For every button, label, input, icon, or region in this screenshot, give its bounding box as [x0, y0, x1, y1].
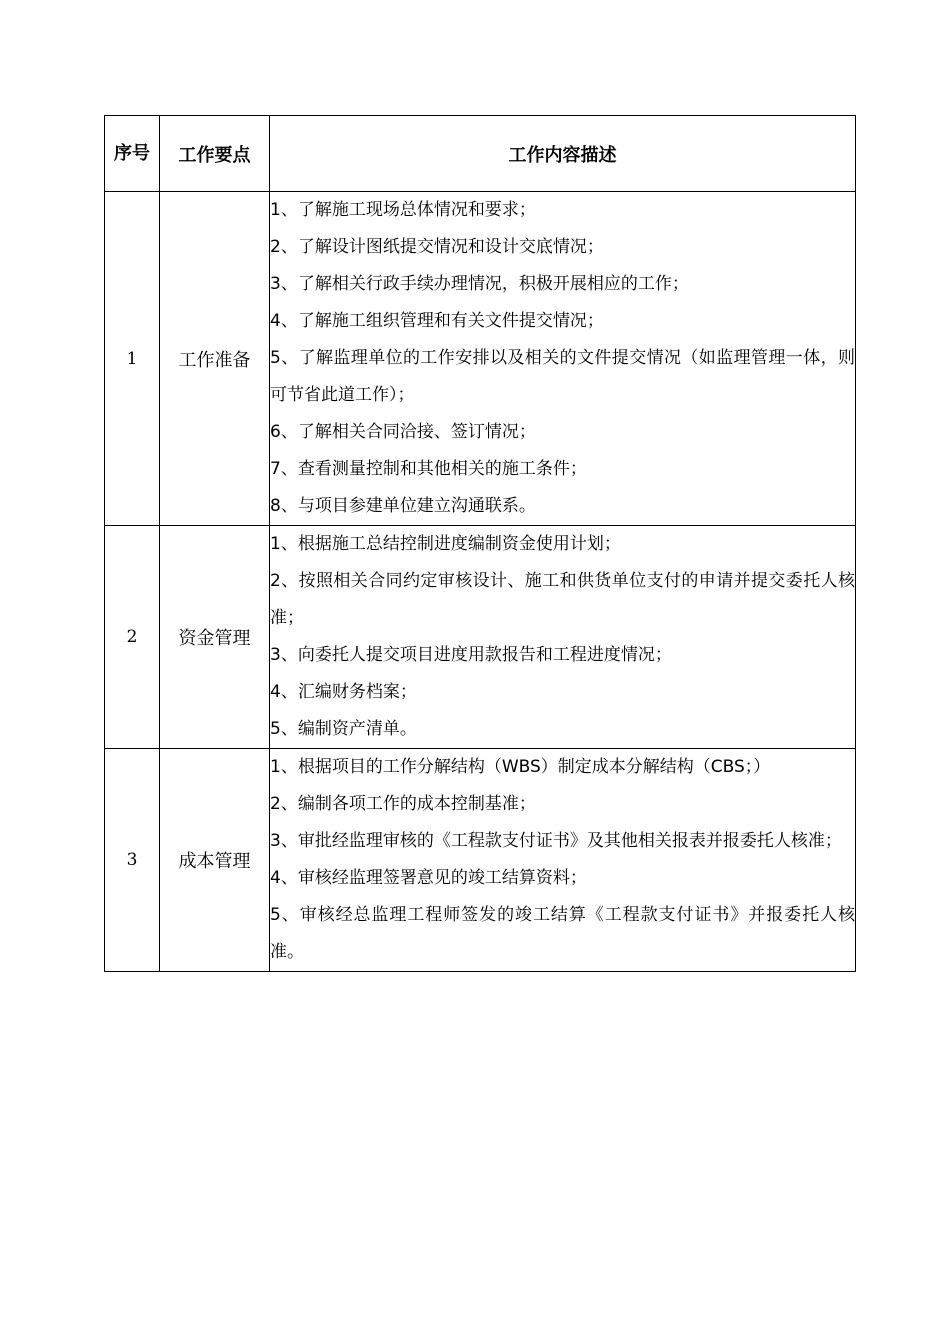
- document-page: [104, 115, 855, 972]
- row-key-point: 成本管理: [160, 749, 270, 972]
- row-description: [270, 192, 856, 526]
- work-content-table: [104, 115, 856, 972]
- table-row: [105, 749, 856, 972]
- table-row: [105, 192, 856, 526]
- list-item: 5、编制资产清单。: [270, 719, 417, 739]
- header-seq: 序号: [105, 116, 160, 192]
- list-item: 8、与项目参建单位建立沟通联系。: [270, 496, 536, 516]
- row-key-point: 资金管理: [160, 526, 270, 749]
- list-item: 7、查看测量控制和其他相关的施工条件；: [270, 459, 587, 479]
- header-description: 工作内容描述: [270, 116, 856, 192]
- list-item: 4、审核经监理签署意见的竣工结算资料；: [270, 868, 587, 888]
- list-item: 2、按照相关合同约定审核设计、施工和供货单位支付的申请并提交委托人核准；: [270, 571, 855, 628]
- row-description: [270, 526, 856, 749]
- row-seq: 1: [105, 192, 160, 526]
- list-item: 3、了解相关行政手续办理情况，积极开展相应的工作；: [270, 274, 689, 294]
- list-item: 1、根据项目的工作分解结构（WBS）制定成本分解结构（CBS；）: [270, 757, 771, 777]
- table-header-row: [105, 116, 856, 192]
- row-seq: 3: [105, 749, 160, 972]
- header-key-point: 工作要点: [160, 116, 270, 192]
- row-description: [270, 749, 856, 972]
- table-row: [105, 526, 856, 749]
- row-key-point: 工作准备: [160, 192, 270, 526]
- list-item: 1、根据施工总结控制进度编制资金使用计划；: [270, 534, 621, 554]
- list-item: 1、了解施工现场总体情况和要求；: [270, 200, 536, 220]
- list-item: 5、了解监理单位的工作安排以及相关的文件提交情况（如监理管理一体，则可节省此道工作）；: [270, 348, 855, 405]
- list-item: 3、向委托人提交项目进度用款报告和工程进度情况；: [270, 645, 672, 665]
- list-item: 2、了解设计图纸提交情况和设计交底情况；: [270, 237, 604, 257]
- list-item: 3、审批经监理审核的《工程款支付证书》及其他相关报表并报委托人核准；: [270, 831, 842, 851]
- list-item: 2、编制各项工作的成本控制基准；: [270, 794, 536, 814]
- list-item: 4、汇编财务档案；: [270, 682, 417, 702]
- list-item: 6、了解相关合同洽接、签订情况；: [270, 422, 536, 442]
- row-seq: 2: [105, 526, 160, 749]
- list-item: 4、了解施工组织管理和有关文件提交情况；: [270, 311, 604, 331]
- list-item: 5、审核经总监理工程师签发的竣工结算《工程款支付证书》并报委托人核准。: [270, 905, 855, 962]
